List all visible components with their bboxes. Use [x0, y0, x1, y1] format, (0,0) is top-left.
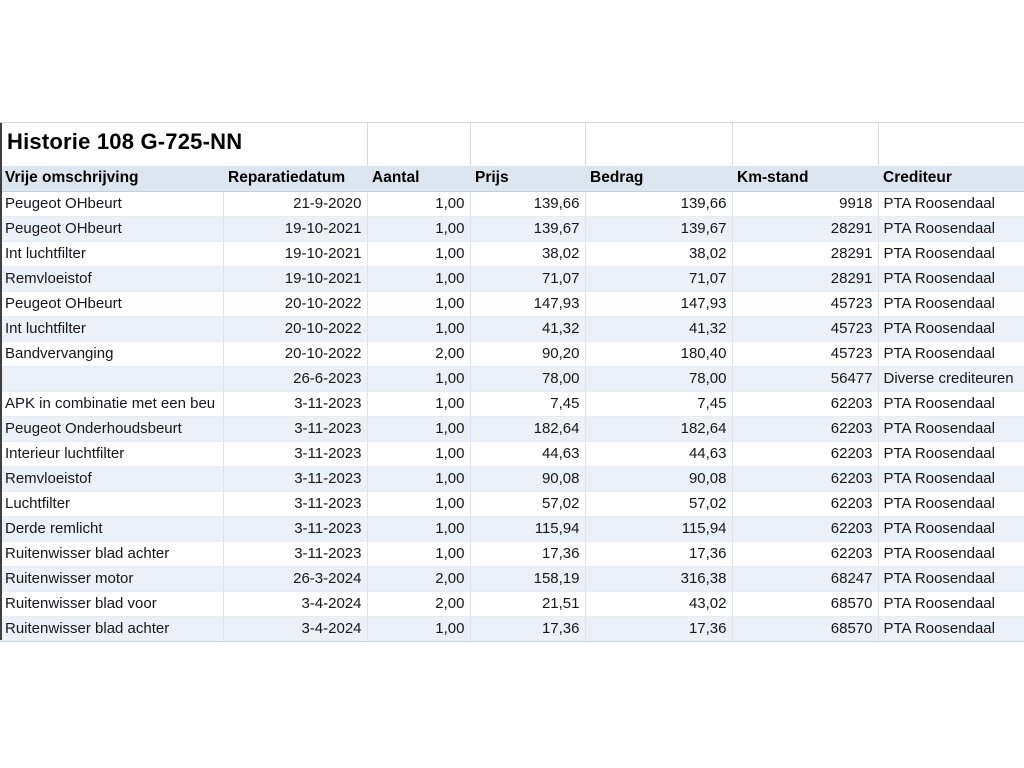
cell-kmstand[interactable]: 62203: [732, 466, 878, 491]
table-row[interactable]: [0, 516, 1024, 541]
cell-crediteur[interactable]: PTA Roosendaal: [878, 541, 1024, 566]
cell-bedrag[interactable]: 17,36: [585, 541, 732, 566]
column-header-aantal[interactable]: Aantal: [367, 166, 470, 191]
cell-kmstand[interactable]: 45723: [732, 291, 878, 316]
cell-aantal[interactable]: 1,00: [367, 391, 470, 416]
cell-aantal[interactable]: 1,00: [367, 266, 470, 291]
table-row[interactable]: [0, 241, 1024, 266]
cell-crediteur[interactable]: Diverse crediteuren: [878, 366, 1024, 391]
cell-bedrag[interactable]: 147,93: [585, 291, 732, 316]
cell-prijs[interactable]: 90,08: [470, 466, 585, 491]
table-row[interactable]: [0, 341, 1024, 366]
cell-bedrag[interactable]: 139,66: [585, 191, 732, 216]
table-row[interactable]: [0, 441, 1024, 466]
cell-omschrijving[interactable]: Peugeot OHbeurt: [0, 216, 223, 241]
cell-omschrijving[interactable]: APK in combinatie met een beu: [0, 391, 223, 416]
cell-crediteur[interactable]: PTA Roosendaal: [878, 491, 1024, 516]
cell-kmstand[interactable]: 45723: [732, 341, 878, 366]
cell-kmstand[interactable]: 62203: [732, 391, 878, 416]
cell-aantal[interactable]: 2,00: [367, 341, 470, 366]
cell-prijs[interactable]: 57,02: [470, 491, 585, 516]
cell-bedrag[interactable]: 180,40: [585, 341, 732, 366]
cell-crediteur[interactable]: PTA Roosendaal: [878, 416, 1024, 441]
cell-prijs[interactable]: 158,19: [470, 566, 585, 591]
column-header-bedrag[interactable]: Bedrag: [585, 166, 732, 191]
table-row[interactable]: [0, 216, 1024, 241]
cell-prijs[interactable]: 71,07: [470, 266, 585, 291]
cell-bedrag[interactable]: 316,38: [585, 566, 732, 591]
cell-prijs[interactable]: 7,45: [470, 391, 585, 416]
table-row[interactable]: [0, 191, 1024, 216]
cell-omschrijving[interactable]: Ruitenwisser blad achter: [0, 616, 223, 641]
cell-omschrijving[interactable]: Ruitenwisser blad voor: [0, 591, 223, 616]
cell-omschrijving[interactable]: Ruitenwisser motor: [0, 566, 223, 591]
cell-aantal[interactable]: 1,00: [367, 516, 470, 541]
cell-prijs[interactable]: 139,67: [470, 216, 585, 241]
table-row[interactable]: [0, 491, 1024, 516]
cell-bedrag[interactable]: 90,08: [585, 466, 732, 491]
cell-crediteur[interactable]: PTA Roosendaal: [878, 441, 1024, 466]
cell-reparatiedatum[interactable]: 21-9-2020: [223, 191, 367, 216]
column-gridline: [470, 123, 471, 166]
cell-omschrijving[interactable]: Derde remlicht: [0, 516, 223, 541]
table-row[interactable]: [0, 416, 1024, 441]
cell-bedrag[interactable]: 71,07: [585, 266, 732, 291]
history-table: [0, 166, 1024, 642]
cell-prijs[interactable]: 21,51: [470, 591, 585, 616]
cell-omschrijving[interactable]: [0, 366, 223, 391]
cell-prijs[interactable]: 41,32: [470, 316, 585, 341]
cell-kmstand[interactable]: 62203: [732, 541, 878, 566]
cell-reparatiedatum[interactable]: 3-11-2023: [223, 466, 367, 491]
cell-prijs[interactable]: 147,93: [470, 291, 585, 316]
table-row[interactable]: [0, 541, 1024, 566]
cell-aantal[interactable]: 1,00: [367, 366, 470, 391]
cell-aantal[interactable]: 1,00: [367, 416, 470, 441]
cell-kmstand[interactable]: 62203: [732, 416, 878, 441]
column-gridline: [878, 123, 879, 166]
page-title: Historie 108 G-725-NN: [7, 129, 243, 154]
cell-crediteur[interactable]: PTA Roosendaal: [878, 566, 1024, 591]
cell-omschrijving[interactable]: Peugeot OHbeurt: [0, 191, 223, 216]
cell-prijs[interactable]: 90,20: [470, 341, 585, 366]
cell-crediteur[interactable]: PTA Roosendaal: [878, 591, 1024, 616]
table-row[interactable]: [0, 466, 1024, 491]
cell-reparatiedatum[interactable]: 3-4-2024: [223, 591, 367, 616]
column-gridline: [585, 123, 586, 166]
cell-crediteur[interactable]: PTA Roosendaal: [878, 191, 1024, 216]
cell-omschrijving[interactable]: Int luchtfilter: [0, 241, 223, 266]
table-row[interactable]: [0, 391, 1024, 416]
cell-crediteur[interactable]: PTA Roosendaal: [878, 241, 1024, 266]
column-header-omschrijving[interactable]: Vrije omschrijving: [0, 166, 223, 191]
cell-omschrijving[interactable]: Int luchtfilter: [0, 316, 223, 341]
cell-aantal[interactable]: 2,00: [367, 566, 470, 591]
cell-omschrijving[interactable]: Peugeot OHbeurt: [0, 291, 223, 316]
cell-omschrijving[interactable]: Interieur luchtfilter: [0, 441, 223, 466]
cell-bedrag[interactable]: 78,00: [585, 366, 732, 391]
column-header-reparatiedatum[interactable]: Reparatiedatum: [223, 166, 367, 191]
cell-prijs[interactable]: 78,00: [470, 366, 585, 391]
cell-bedrag[interactable]: 43,02: [585, 591, 732, 616]
cell-reparatiedatum[interactable]: 19-10-2021: [223, 266, 367, 291]
table-row[interactable]: [0, 291, 1024, 316]
cell-prijs[interactable]: 17,36: [470, 616, 585, 641]
cell-kmstand[interactable]: 9918: [732, 191, 878, 216]
column-header-crediteur[interactable]: Crediteur: [878, 166, 1024, 191]
cell-prijs[interactable]: 17,36: [470, 541, 585, 566]
column-header-kmstand[interactable]: Km-stand: [732, 166, 878, 191]
cell-omschrijving[interactable]: Ruitenwisser blad achter: [0, 541, 223, 566]
cell-aantal[interactable]: 1,00: [367, 216, 470, 241]
cell-bedrag[interactable]: 38,02: [585, 241, 732, 266]
cell-aantal[interactable]: 1,00: [367, 291, 470, 316]
cell-aantal[interactable]: 1,00: [367, 191, 470, 216]
cell-kmstand[interactable]: 56477: [732, 366, 878, 391]
cell-reparatiedatum[interactable]: 3-11-2023: [223, 516, 367, 541]
table-row[interactable]: [0, 366, 1024, 391]
cell-crediteur[interactable]: PTA Roosendaal: [878, 391, 1024, 416]
cell-kmstand[interactable]: 28291: [732, 216, 878, 241]
cell-kmstand[interactable]: 68570: [732, 616, 878, 641]
cell-reparatiedatum[interactable]: 19-10-2021: [223, 216, 367, 241]
cell-aantal[interactable]: 1,00: [367, 541, 470, 566]
cell-crediteur[interactable]: PTA Roosendaal: [878, 266, 1024, 291]
history-sheet: [0, 122, 1024, 642]
cell-crediteur[interactable]: PTA Roosendaal: [878, 516, 1024, 541]
cell-prijs[interactable]: 38,02: [470, 241, 585, 266]
cell-reparatiedatum[interactable]: 19-10-2021: [223, 241, 367, 266]
cell-aantal[interactable]: 1,00: [367, 316, 470, 341]
cell-crediteur[interactable]: PTA Roosendaal: [878, 616, 1024, 641]
cell-bedrag[interactable]: 7,45: [585, 391, 732, 416]
cell-omschrijving[interactable]: Bandvervanging: [0, 341, 223, 366]
table-row[interactable]: [0, 616, 1024, 641]
cell-prijs[interactable]: 139,66: [470, 191, 585, 216]
cell-crediteur[interactable]: PTA Roosendaal: [878, 216, 1024, 241]
cell-omschrijving[interactable]: Remvloeistof: [0, 466, 223, 491]
cell-reparatiedatum[interactable]: 26-6-2023: [223, 366, 367, 391]
cell-aantal[interactable]: 1,00: [367, 491, 470, 516]
cell-kmstand[interactable]: 45723: [732, 316, 878, 341]
cell-prijs[interactable]: 115,94: [470, 516, 585, 541]
cell-reparatiedatum[interactable]: 26-3-2024: [223, 566, 367, 591]
cell-aantal[interactable]: 1,00: [367, 441, 470, 466]
cell-omschrijving[interactable]: Luchtfilter: [0, 491, 223, 516]
cell-kmstand[interactable]: 62203: [732, 516, 878, 541]
cell-kmstand[interactable]: 28291: [732, 241, 878, 266]
cell-reparatiedatum[interactable]: 3-11-2023: [223, 391, 367, 416]
cell-crediteur[interactable]: PTA Roosendaal: [878, 341, 1024, 366]
cell-aantal[interactable]: 1,00: [367, 466, 470, 491]
cell-reparatiedatum[interactable]: 3-11-2023: [223, 441, 367, 466]
cell-omschrijving[interactable]: Peugeot Onderhoudsbeurt: [0, 416, 223, 441]
cell-reparatiedatum[interactable]: 20-10-2022: [223, 316, 367, 341]
cell-kmstand[interactable]: 62203: [732, 491, 878, 516]
cell-crediteur[interactable]: PTA Roosendaal: [878, 466, 1024, 491]
cell-kmstand[interactable]: 62203: [732, 441, 878, 466]
cell-kmstand[interactable]: 68247: [732, 566, 878, 591]
cell-omschrijving[interactable]: Remvloeistof: [0, 266, 223, 291]
cell-reparatiedatum[interactable]: 3-11-2023: [223, 416, 367, 441]
cell-bedrag[interactable]: 182,64: [585, 416, 732, 441]
table-row[interactable]: [0, 266, 1024, 291]
cell-reparatiedatum[interactable]: 20-10-2022: [223, 291, 367, 316]
column-gridline: [732, 123, 733, 166]
column-header-prijs[interactable]: Prijs: [470, 166, 585, 191]
cell-bedrag[interactable]: 44,63: [585, 441, 732, 466]
cell-reparatiedatum[interactable]: 3-11-2023: [223, 541, 367, 566]
cell-crediteur[interactable]: PTA Roosendaal: [878, 291, 1024, 316]
column-gridline: [367, 123, 368, 166]
history-table-body: [0, 191, 1024, 641]
cell-prijs[interactable]: 44,63: [470, 441, 585, 466]
cell-reparatiedatum[interactable]: 20-10-2022: [223, 341, 367, 366]
title-row: [0, 123, 1024, 166]
table-row[interactable]: [0, 566, 1024, 591]
cell-bedrag[interactable]: 17,36: [585, 616, 732, 641]
cell-bedrag[interactable]: 41,32: [585, 316, 732, 341]
sheet-left-border: [0, 123, 2, 640]
cell-bedrag[interactable]: 57,02: [585, 491, 732, 516]
cell-kmstand[interactable]: 68570: [732, 591, 878, 616]
cell-aantal[interactable]: 2,00: [367, 591, 470, 616]
cell-aantal[interactable]: 1,00: [367, 616, 470, 641]
cell-prijs[interactable]: 182,64: [470, 416, 585, 441]
cell-bedrag[interactable]: 139,67: [585, 216, 732, 241]
cell-aantal[interactable]: 1,00: [367, 241, 470, 266]
cell-reparatiedatum[interactable]: 3-4-2024: [223, 616, 367, 641]
cell-reparatiedatum[interactable]: 3-11-2023: [223, 491, 367, 516]
table-row[interactable]: [0, 591, 1024, 616]
cell-bedrag[interactable]: 115,94: [585, 516, 732, 541]
table-row[interactable]: [0, 316, 1024, 341]
header-row: [0, 166, 1024, 191]
cell-kmstand[interactable]: 28291: [732, 266, 878, 291]
cell-crediteur[interactable]: PTA Roosendaal: [878, 316, 1024, 341]
